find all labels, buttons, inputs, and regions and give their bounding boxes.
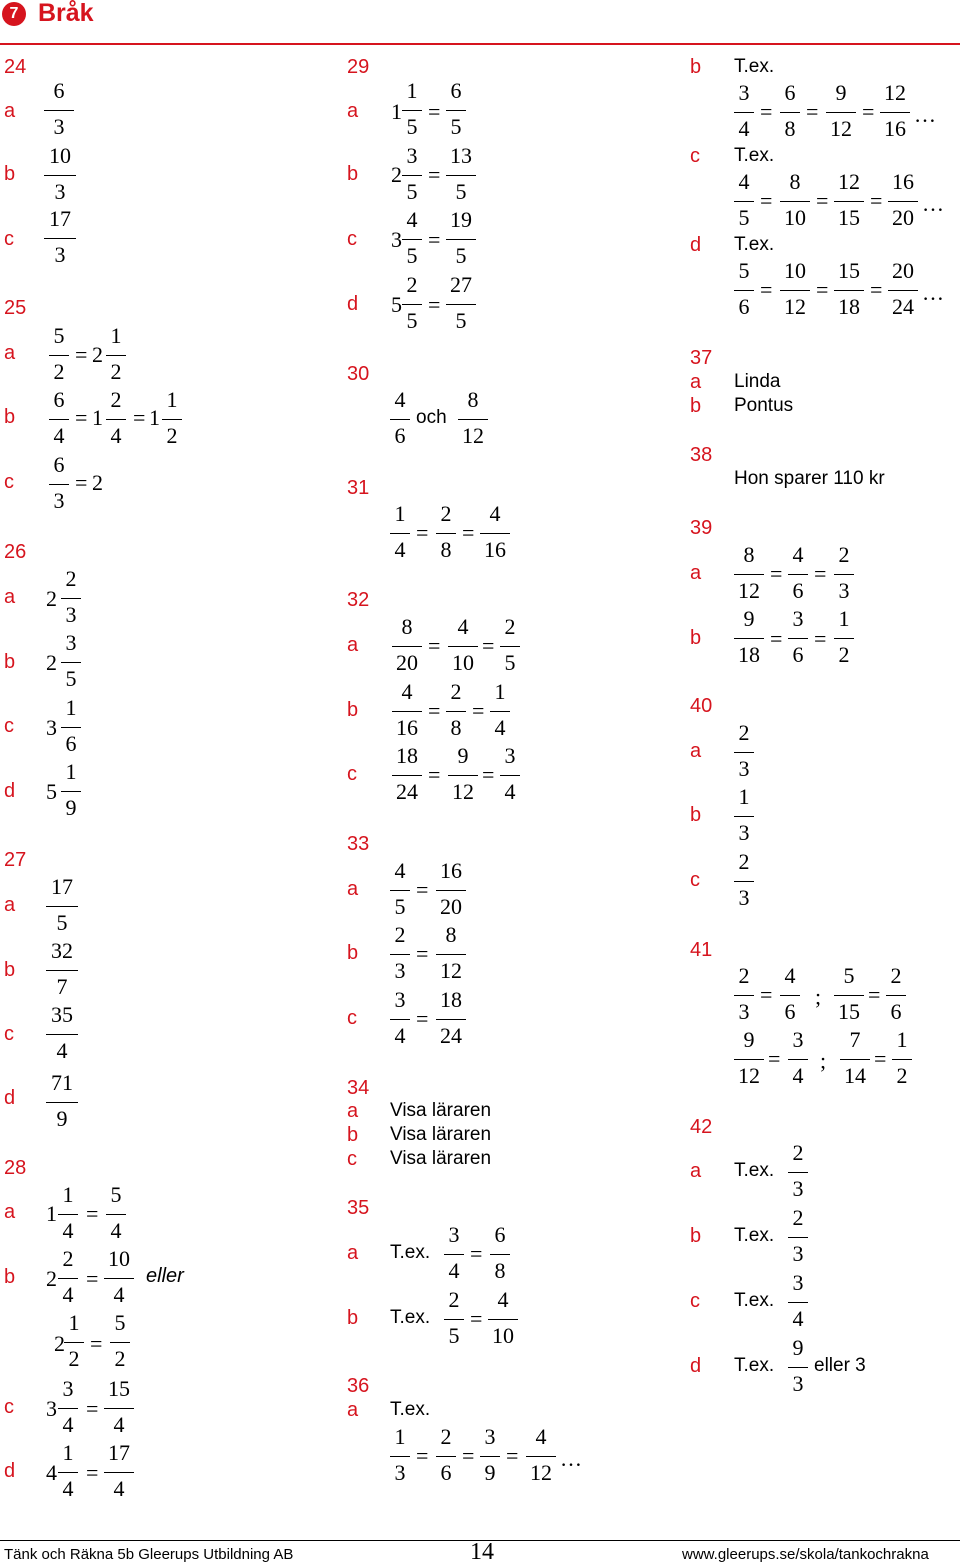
exercise-number: 39: [690, 517, 713, 539]
footer-publisher: Tänk och Räkna 5b Gleerups Utbildning AB: [4, 1546, 294, 1563]
equals-sign: =: [90, 1331, 103, 1356]
fraction: 4 5: [734, 171, 754, 231]
fraction: 2 3: [61, 568, 81, 628]
equals-sign: =: [470, 1241, 483, 1266]
whole-number: 4: [46, 1460, 57, 1485]
item-letter: a: [4, 586, 16, 608]
equals-sign: =: [470, 1306, 483, 1331]
tex-label: T.ex.: [390, 1242, 431, 1263]
answer-text: Visa läraren: [390, 1124, 492, 1145]
fraction: 10 12: [780, 260, 810, 320]
fraction: 4 12: [526, 1426, 556, 1486]
semicolon: ;: [820, 1048, 827, 1073]
eller-word: eller: [146, 1265, 184, 1287]
exercise-number: 33: [347, 833, 370, 855]
equals-sign: =: [428, 292, 441, 317]
item-letter: a: [4, 100, 16, 122]
fraction: 27 5: [446, 274, 476, 334]
exercise-number: 35: [347, 1197, 370, 1219]
item-letter: b: [690, 804, 702, 826]
tex-label: T.ex.: [734, 145, 775, 166]
whole-number: 1: [46, 1201, 57, 1226]
fraction: 12 16: [880, 82, 910, 142]
fraction: 19 5: [446, 209, 476, 269]
fraction: 1 4: [390, 503, 410, 563]
fraction: 2 3: [734, 722, 754, 782]
exercise-number: 25: [4, 297, 27, 319]
item-letter: a: [690, 1160, 702, 1182]
page-number: 14: [470, 1539, 494, 1565]
fraction: 32 7: [46, 940, 78, 1000]
whole-number: 3: [46, 715, 57, 740]
equals-sign: =: [482, 633, 495, 658]
equals-sign: =: [760, 982, 773, 1007]
item-letter: a: [347, 1399, 359, 1421]
fraction: 6 8: [780, 82, 800, 142]
fraction: 3 9: [480, 1426, 500, 1486]
exercise-number: 41: [690, 939, 713, 961]
equals-sign: =: [760, 277, 773, 302]
equals-sign: =: [428, 227, 441, 252]
fraction: 9 18: [734, 608, 764, 668]
item-letter: a: [347, 878, 359, 900]
fraction: 2 6: [436, 1426, 456, 1486]
item-letter: d: [4, 1087, 16, 1109]
whole-number: 1: [391, 99, 402, 124]
whole-number: 2: [46, 586, 57, 611]
fraction: 2 3: [788, 1207, 808, 1267]
exercise-number: 40: [690, 695, 713, 717]
fraction: 8 20: [392, 616, 422, 676]
fraction: 18 24: [392, 745, 422, 805]
fraction: 6 3: [49, 454, 69, 514]
equals-sign: =: [816, 188, 829, 213]
fraction: 4 10: [448, 616, 478, 676]
tex-label: T.ex.: [390, 1399, 431, 1420]
equals-sign: =: [133, 405, 146, 430]
fraction: 17 4: [104, 1442, 134, 1502]
equals-sign: =: [428, 99, 441, 124]
item-letter: a: [690, 562, 702, 584]
item-letter: a: [347, 634, 359, 656]
ellipsis: …: [922, 191, 944, 216]
item-letter: b: [347, 1307, 359, 1329]
equals-sign: =: [416, 941, 429, 966]
fraction: 6 3: [44, 80, 74, 140]
fraction: 1 3: [390, 1426, 410, 1486]
semicolon: ;: [815, 984, 822, 1009]
fraction: 2 5: [402, 274, 422, 334]
fraction: 18 24: [436, 989, 466, 1049]
equals-sign: =: [462, 1443, 475, 1468]
fraction: 4 5: [402, 209, 422, 269]
whole-number: 2: [54, 1331, 65, 1356]
whole-number: 2: [46, 1266, 57, 1291]
page-title: Bråk: [38, 0, 94, 27]
equals-sign: =: [86, 1266, 99, 1291]
equals-sign: =: [428, 162, 441, 187]
item-letter: b: [690, 627, 702, 649]
item-letter: c: [4, 1396, 14, 1418]
item-letter: a: [347, 100, 359, 122]
fraction: 15 18: [834, 260, 864, 320]
item-letter: c: [4, 228, 14, 250]
whole-number: 3: [391, 227, 402, 252]
item-letter: d: [690, 234, 702, 256]
whole-number: 2: [46, 650, 57, 675]
equals-sign: =: [770, 626, 783, 651]
whole-number: 2: [92, 342, 103, 367]
fraction: 2 3: [788, 1142, 808, 1202]
tex-label: T.ex.: [734, 234, 775, 255]
equals-sign: =: [416, 520, 429, 545]
fraction: 1 6: [61, 697, 81, 757]
equals-sign: =: [506, 1443, 519, 1468]
fraction: 5 4: [106, 1184, 126, 1244]
fraction: 1 2: [892, 1029, 912, 1089]
fraction: 9 12: [826, 82, 856, 142]
item-letter: b: [4, 163, 16, 185]
tex-label: T.ex.: [734, 1225, 775, 1246]
fraction: 1 4: [490, 681, 510, 741]
fraction: 4 16: [480, 503, 510, 563]
item-letter: d: [4, 1460, 16, 1482]
ellipsis: …: [560, 1446, 582, 1471]
fraction: 10 4: [104, 1248, 134, 1308]
fraction: 6 4: [49, 389, 69, 449]
och-word: och: [416, 407, 447, 428]
fraction: 17 3: [44, 208, 76, 268]
exercise-number: 26: [4, 541, 27, 563]
fraction: 3 5: [402, 145, 422, 205]
fraction: 9 12: [734, 1029, 764, 1089]
item-letter: d: [4, 780, 16, 802]
fraction: 4 6: [390, 389, 410, 449]
whole-number: 1: [92, 405, 103, 430]
item-letter: b: [690, 56, 702, 78]
equals-sign: =: [806, 99, 819, 124]
fraction: 2 8: [436, 503, 456, 563]
item-letter: a: [347, 1242, 359, 1264]
exercise-number: 30: [347, 363, 370, 385]
fraction: 2 3: [390, 924, 410, 984]
equals-sign: =: [416, 1443, 429, 1468]
answer-text: eller 3: [814, 1355, 866, 1376]
fraction: 71 9: [46, 1072, 78, 1132]
section-badge-number: 7: [9, 5, 19, 22]
equals-sign: =: [814, 561, 827, 586]
item-letter: d: [690, 1355, 702, 1377]
header-divider: [0, 43, 960, 45]
item-letter: b: [4, 1266, 16, 1288]
whole-number: 1: [149, 405, 160, 430]
fraction: 1 2: [834, 608, 854, 668]
fraction: 5 15: [834, 965, 864, 1025]
equals-sign: =: [416, 1006, 429, 1031]
item-letter: c: [690, 145, 700, 167]
fraction: 8 12: [734, 544, 764, 604]
fraction: 2 5: [444, 1289, 464, 1349]
fraction: 20 24: [888, 260, 918, 320]
exercise-number: 32: [347, 589, 370, 611]
footer-website-link[interactable]: www.gleerups.se/skola/tankochrakna: [682, 1546, 929, 1563]
equals-sign: =: [768, 1046, 781, 1071]
whole-number: 5: [391, 292, 402, 317]
ellipsis: …: [914, 102, 936, 127]
fraction: 4 6: [788, 544, 808, 604]
tex-label: T.ex.: [734, 1290, 775, 1311]
fraction: 2 4: [106, 389, 126, 449]
fraction: 8 12: [436, 924, 466, 984]
whole-number: 3: [46, 1396, 57, 1421]
answer-text: Visa läraren: [390, 1100, 492, 1121]
answer-text: Linda: [734, 371, 781, 392]
equals-sign: =: [428, 698, 441, 723]
exercise-number: 34: [347, 1077, 370, 1099]
exercise-number: 28: [4, 1157, 27, 1179]
item-letter: a: [4, 894, 16, 916]
fraction: 15 4: [104, 1378, 134, 1438]
item-letter: c: [347, 228, 357, 250]
fraction: 5 6: [734, 260, 754, 320]
answer-text: Pontus: [734, 395, 794, 416]
fraction: 16 20: [888, 171, 918, 231]
fraction: 3 4: [788, 1272, 808, 1332]
equals-sign: =: [416, 877, 429, 902]
equals-sign: =: [868, 982, 881, 1007]
fraction: 2 8: [446, 681, 466, 741]
fraction: 5 2: [49, 325, 69, 385]
answer-text: Hon sparer 110 kr: [734, 468, 885, 489]
fraction: 1 3: [734, 786, 754, 846]
equals-sign: =: [874, 1046, 887, 1071]
tex-label: T.ex.: [734, 1160, 775, 1181]
equals-sign: =: [760, 99, 773, 124]
item-letter: b: [347, 699, 359, 721]
fraction: 10 3: [44, 145, 76, 205]
equals-sign: =: [870, 188, 883, 213]
item-letter: b: [347, 942, 359, 964]
fraction: 9 3: [788, 1337, 808, 1397]
fraction: 1 2: [162, 389, 182, 449]
equals-sign: =: [75, 470, 88, 495]
exercise-number: 29: [347, 56, 370, 78]
fraction: 12 15: [834, 171, 864, 231]
equals-sign: =: [75, 405, 88, 430]
equals-sign: =: [816, 277, 829, 302]
item-letter: c: [4, 1023, 14, 1045]
fraction: 3 4: [58, 1378, 78, 1438]
fraction: 6 8: [490, 1224, 510, 1284]
equals-sign: =: [760, 188, 773, 213]
fraction: 3 5: [61, 632, 81, 692]
ellipsis: …: [922, 280, 944, 305]
fraction: 2 3: [834, 544, 854, 604]
item-letter: c: [347, 1148, 357, 1170]
equals-sign: =: [428, 633, 441, 658]
exercise-number: 24: [4, 56, 27, 78]
fraction: 2 3: [734, 851, 754, 911]
fraction: 1 5: [402, 80, 422, 140]
fraction: 8 12: [458, 389, 488, 449]
fraction: 3 4: [788, 1029, 808, 1089]
equals-sign: =: [770, 561, 783, 586]
item-letter: a: [347, 1100, 359, 1122]
equals-sign: =: [428, 762, 441, 787]
fraction: 1 2: [64, 1312, 84, 1372]
equals-sign: =: [86, 1396, 99, 1421]
fraction: 2 4: [58, 1248, 78, 1308]
item-letter: a: [690, 740, 702, 762]
fraction: 35 4: [46, 1004, 78, 1064]
fraction: 1 9: [61, 761, 81, 821]
fraction: 2 3: [734, 965, 754, 1025]
item-letter: c: [347, 1007, 357, 1029]
exercise-number: 42: [690, 1116, 713, 1138]
item-letter: b: [4, 959, 16, 981]
exercise-number: 38: [690, 444, 713, 466]
fraction: 16 20: [436, 860, 466, 920]
fraction: 1 2: [106, 325, 126, 385]
equals-sign: =: [472, 698, 485, 723]
whole-number: 5: [46, 779, 57, 804]
item-letter: b: [4, 406, 16, 428]
tex-label: T.ex.: [734, 1355, 775, 1376]
answer-text: Visa läraren: [390, 1148, 492, 1169]
fraction: 7 14: [840, 1029, 870, 1089]
fraction: 1 4: [58, 1184, 78, 1244]
fraction: 3 4: [390, 989, 410, 1049]
fraction: 5 2: [110, 1312, 130, 1372]
fraction: 2 5: [500, 616, 520, 676]
equals-sign: =: [462, 520, 475, 545]
equals-sign: =: [862, 99, 875, 124]
tex-label: T.ex.: [734, 56, 775, 77]
fraction: 4 5: [390, 860, 410, 920]
fraction: 3 6: [788, 608, 808, 668]
equals-sign: =: [814, 626, 827, 651]
fraction: 3 4: [444, 1224, 464, 1284]
fraction: 6 5: [446, 80, 466, 140]
item-letter: a: [4, 342, 16, 364]
equals-sign: =: [86, 1201, 99, 1226]
item-letter: b: [690, 395, 702, 417]
fraction: 4 6: [780, 965, 800, 1025]
fraction: 13 5: [446, 145, 476, 205]
item-letter: b: [347, 163, 359, 185]
item-letter: c: [4, 471, 14, 493]
item-letter: c: [347, 763, 357, 785]
fraction: 4 16: [392, 681, 422, 741]
fraction: 3 4: [500, 745, 520, 805]
fraction: 3 4: [734, 82, 754, 142]
fraction: 1 4: [58, 1442, 78, 1502]
fraction: 8 10: [780, 171, 810, 231]
fraction: 4 10: [488, 1289, 518, 1349]
exercise-number: 27: [4, 849, 27, 871]
whole-number: 2: [92, 470, 103, 495]
item-letter: b: [4, 651, 16, 673]
item-letter: b: [347, 1124, 359, 1146]
item-letter: a: [690, 371, 702, 393]
fraction: 2 6: [886, 965, 906, 1025]
item-letter: b: [690, 1225, 702, 1247]
item-letter: c: [690, 869, 700, 891]
exercise-number: 36: [347, 1375, 370, 1397]
equals-sign: =: [75, 342, 88, 367]
item-letter: c: [690, 1290, 700, 1312]
equals-sign: =: [482, 762, 495, 787]
item-letter: a: [4, 1201, 16, 1223]
tex-label: T.ex.: [390, 1307, 431, 1328]
exercise-number: 31: [347, 477, 370, 499]
fraction: 17 5: [46, 876, 78, 936]
fraction: 9 12: [448, 745, 478, 805]
whole-number: 2: [391, 162, 402, 187]
equals-sign: =: [870, 277, 883, 302]
item-letter: d: [347, 293, 359, 315]
item-letter: c: [4, 715, 14, 737]
equals-sign: =: [86, 1460, 99, 1485]
exercise-number: 37: [690, 347, 713, 369]
